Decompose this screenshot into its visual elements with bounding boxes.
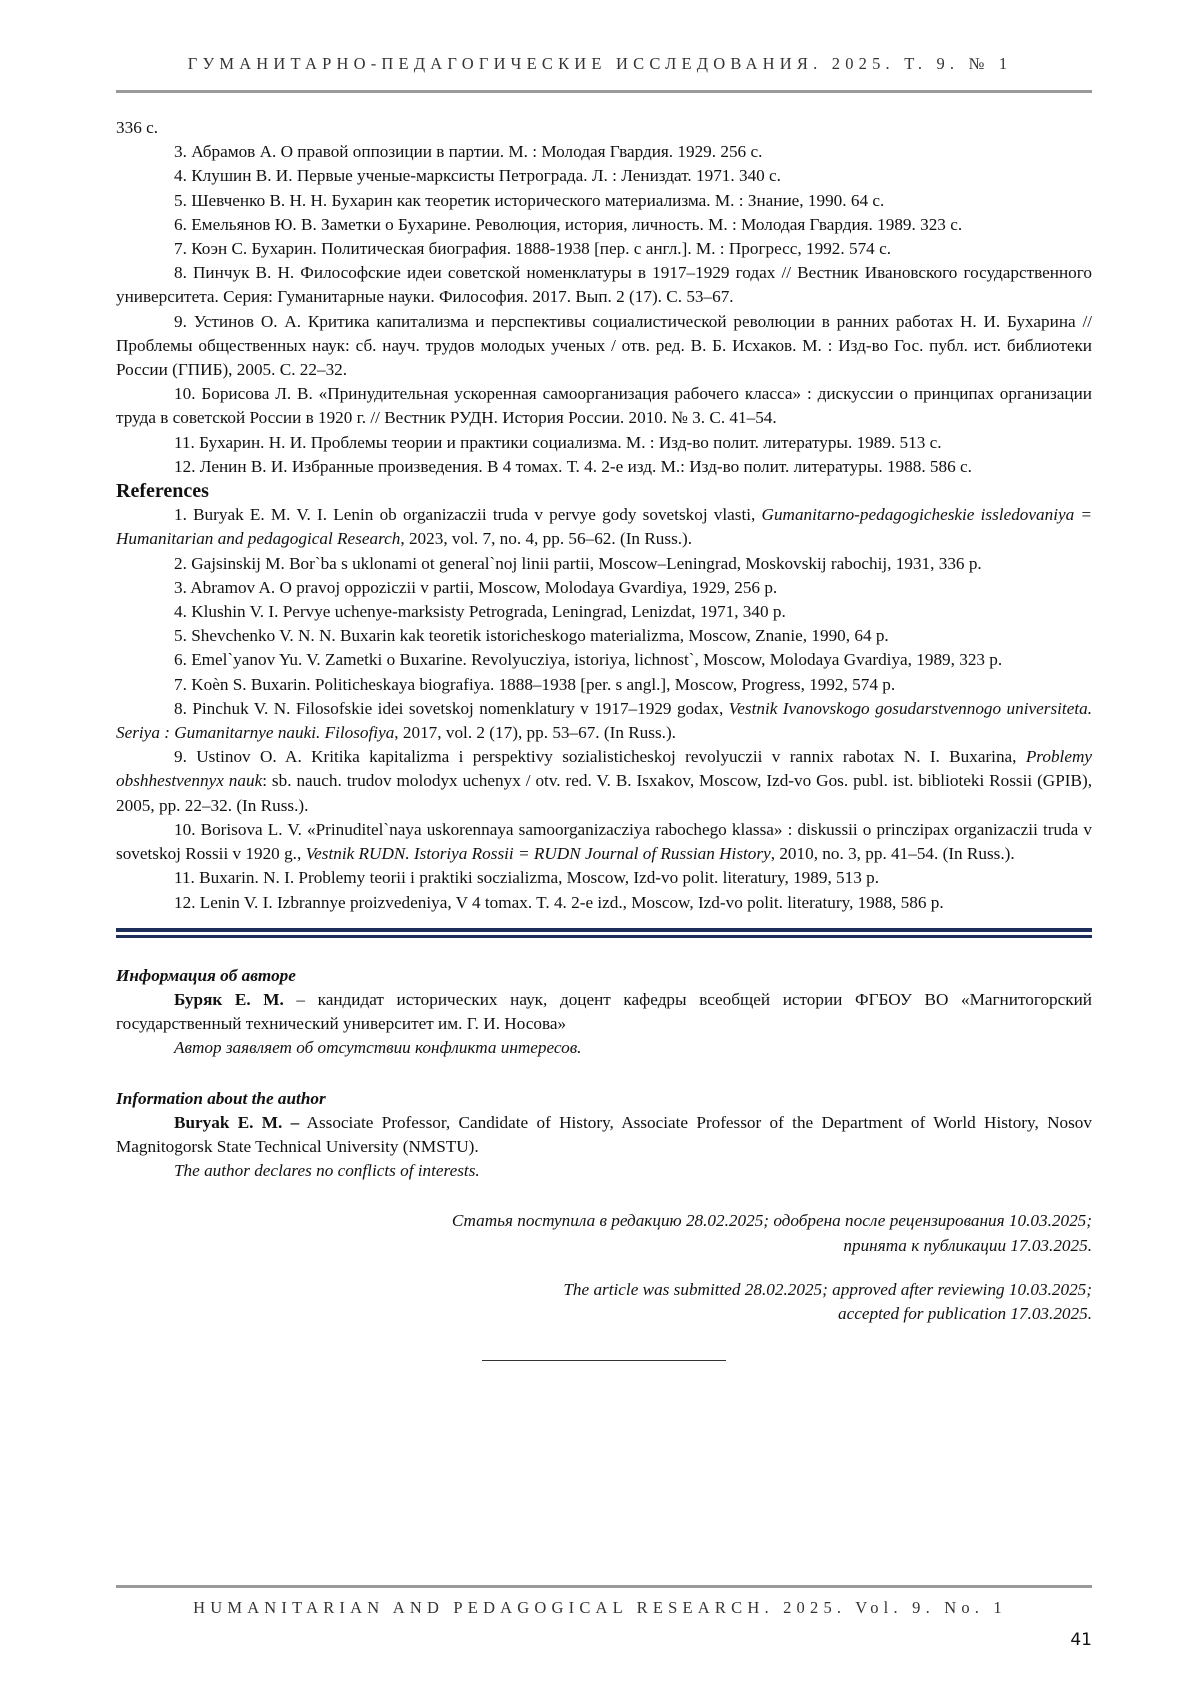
ru-ref-3: 3. Абрамов А. О правой оппозиции в партии. М. : Молодая Гвардия. 1929. 256 с. [174, 142, 763, 162]
article-body [116, 116, 1092, 1361]
references-title: References [116, 480, 209, 503]
en-ref-8 [116, 697, 1092, 745]
divider-line-top [116, 928, 1092, 932]
ru-ref-6: 6. Емельянов Ю. В. Заметки о Бухарине. Революция, история, личность. М. : Молодая Гвардия. 1989. 323 с. [174, 214, 963, 234]
running-footer: HUMANITARIAN AND PEDAGOGICAL RESEARCH. 2025. Vol. 9. No. 1 [193, 1598, 1007, 1617]
dates-en-line1: The article was submitted 28.02.2025; approved after reviewing 10.03.2025; [563, 1279, 1092, 1299]
conflict-statement-ru: Автор заявляет об отсутствии конфликта интересов. [174, 1038, 582, 1058]
en-ref-1-journal: Gumanitarno-pedagogicheskie issledovaniya = Humanitarian and pedagogical Research [116, 505, 1092, 549]
end-rule [482, 1360, 726, 1361]
en-ref-3: 3. Abramov A. O pravoj oppoziczii v partii, Moscow, Molodaya Gvardiya, 1929, 256 p. [174, 577, 778, 597]
author-info-heading-ru: Информация об авторе [116, 965, 296, 985]
header-rule [116, 90, 1092, 93]
author-name-en: Buryak E. M. – [174, 1112, 300, 1132]
ru-ref-carry: 336 с. [116, 118, 159, 137]
en-ref-6: 6. Emel`yanov Yu. V. Zametki o Buxarine. Revolyucziya, istoriya, lichnost`, Moscow, Molodaya Gvardiya, 1989, 323 p. [174, 650, 1003, 670]
en-ref-10-tail: , 2010, no. 3, pp. 41–54. (In Russ.). [770, 844, 1015, 864]
en-ref-1 [116, 503, 1092, 551]
divider-line-bottom [116, 935, 1092, 938]
en-ref-5: 5. Shevchenko V. N. N. Buxarin kak teoretik istoricheskogo materializma, Moscow, Znanie, 1990, 64 p. [174, 626, 889, 646]
dates-ru-line1: Статья поступила в редакцию 28.02.2025; одобрена после рецензирования 10.03.2025; [451, 1211, 1092, 1231]
ru-ref-10: 10. Борисова Л. В. «Принудительная ускоренная самоорганизация рабочего класса» : дискуссии о принципах организации труда в советской России в 1920 г. // Вестник РУДН. История России. 2010. № 3. С. 41–54. [116, 384, 1092, 428]
en-ref-1-text: 1. Buryak E. M. V. I. Lenin ob organizaczii truda v pervye gody sovetskoj vlasti, [174, 505, 762, 525]
en-ref-10-text: 10. Borisova L. V. «Prinuditel`naya uskorennaya samoorganizacziya rabochego klassa» : diskussii o princzipax organizaczii truda v sovetskoj Rossii v 1920 g., [116, 819, 1092, 864]
en-ref-11: 11. Buxarin. N. I. Problemy teorii i praktiki soczializma, Moscow, Izd-vo polit. literatury, 1989, 513 p. [174, 868, 880, 888]
ru-ref-4: 4. Клушин В. И. Первые ученые-марксисты Петрограда. Л. : Лениздат. 1971. 340 с. [174, 166, 781, 186]
en-ref-8-journal: Vestnik Ivanovskogo gosudarstvennogo universiteta. Seriya : Gumanitarnye nauki. Filosofiya [116, 698, 1092, 743]
footer-rule [116, 1585, 1092, 1588]
ru-ref-11: 11. Бухарин. Н. И. Проблемы теории и практики социализма. М. : Изд-во полит. литературы. 1989. 513 с. [174, 432, 942, 452]
author-bio-ru-text: – кандидат исторических наук, доцент кафедры всеобщей истории ФГБОУ ВО «Магнитогорский государственный технический университет им. Г. И. Носова» [116, 989, 1093, 1034]
en-ref-10 [116, 818, 1092, 866]
author-name-ru: Буряк Е. М. [174, 989, 284, 1009]
en-ref-10-journal: Vestnik RUDN. Istoriya Rossii = RUDN Journal of Russian History [305, 844, 771, 864]
ru-ref-7: 7. Коэн С. Бухарин. Политическая биография. 1888-1938 [пер. с англ.]. М. : Прогресс, 1992. 574 с. [174, 239, 891, 259]
conflict-statement-en: The author declares no conflicts of interests. [174, 1161, 480, 1181]
en-ref-4: 4. Klushin V. I. Pervye uchenye-marksisty Petrograda, Leningrad, Lenizdat, 1971, 340 p. [174, 602, 786, 622]
en-ref-1-tail: , 2023, vol. 7, no. 4, pp. 56–62. (In Russ.). [400, 529, 693, 549]
en-ref-9-journal: Problemy obshhestvennyx nauk [116, 747, 1092, 791]
section-divider [116, 928, 1092, 938]
en-ref-2: 2. Gajsinskij M. Bor`ba s uklonami ot general`noj linii partii, Moscow–Leningrad, Moskovskij rabochij, 1931, 336 p. [174, 553, 982, 573]
author-bio-ru [116, 988, 1092, 1036]
author-info-heading-en: Information about the author [116, 1088, 326, 1108]
en-ref-7: 7. Koèn S. Buxarin. Politicheskaya biografiya. 1888–1938 [per. s angl.], Moscow, Progress, 1992, 574 p. [174, 674, 896, 694]
en-ref-8-tail: , 2017, vol. 2 (17), pp. 53–67. (In Russ.). [394, 723, 676, 743]
dates-en-line2: accepted for publication 17.03.2025. [838, 1303, 1092, 1323]
en-ref-8-text: 8. Pinchuk V. N. Filosofskie idei sovetskoj nomenklatury v 1917–1929 godax, [174, 698, 729, 718]
running-header: ГУМАНИТАРНО-ПЕДАГОГИЧЕСКИЕ ИССЛЕДОВАНИЯ. 2025. Т. 9. № 1 [187, 54, 1013, 73]
author-bio-en-text: Associate Professor, Candidate of History, Associate Professor of the Department of World History, Nosov Magnitogorsk State Technical University (NMSTU). [116, 1112, 1092, 1156]
en-ref-9 [116, 745, 1092, 818]
en-ref-9-tail: : sb. nauch. trudov molodyx uchenyx / otv. red. V. B. Isxakov, Moscow, Izd-vo Gos. publ. ist. biblioteki Rossii (GPIB), 2005, pp. 22–32. (In Russ.). [116, 771, 1092, 815]
ru-ref-12: 12. Ленин В. И. Избранные произведения. В 4 томах. Т. 4. 2-е изд. М.: Изд-во полит. литературы. 1988. 586 с. [174, 456, 972, 476]
ru-ref-9: 9. Устинов О. А. Критика капитализма и перспективы социалистической революции в ранних работах Н. И. Бухарина // Проблемы общественных наук: сб. науч. трудов молодых ученых / отв. ред. В. Б. Исхаков. М. : Изд-во Гос. публ. ист. библиотеки России (ГПИБ), 2005. С. 22–32. [116, 311, 1092, 380]
page-number: 41 [1070, 1630, 1092, 1650]
en-ref-9-text: 9. Ustinov O. A. Kritika kapitalizma i perspektivy sozialisticheskoj revolyuczii v rannix rabotax N. I. Buxarina, [174, 747, 1026, 767]
dates-ru-line2: принята к публикации 17.03.2025. [843, 1235, 1092, 1255]
ru-ref-8: 8. Пинчук В. Н. Философские идеи советской номенклатуры в 1917–1929 годах // Вестник Ивановского государственного университета. Серия: Гуманитарные науки. Философия. 2017. Вып. 2 (17). С. 53–67. [116, 263, 1092, 307]
en-ref-12: 12. Lenin V. I. Izbrannye proizvedeniya, V 4 tomax. T. 4. 2-e izd., Moscow, Izd-vo polit. literatury, 1988, 586 p. [174, 892, 944, 912]
author-bio-en [116, 1111, 1092, 1159]
ru-ref-5: 5. Шевченко В. Н. Н. Бухарин как теоретик исторического материализма. М. : Знание, 1990. 64 с. [174, 190, 885, 210]
